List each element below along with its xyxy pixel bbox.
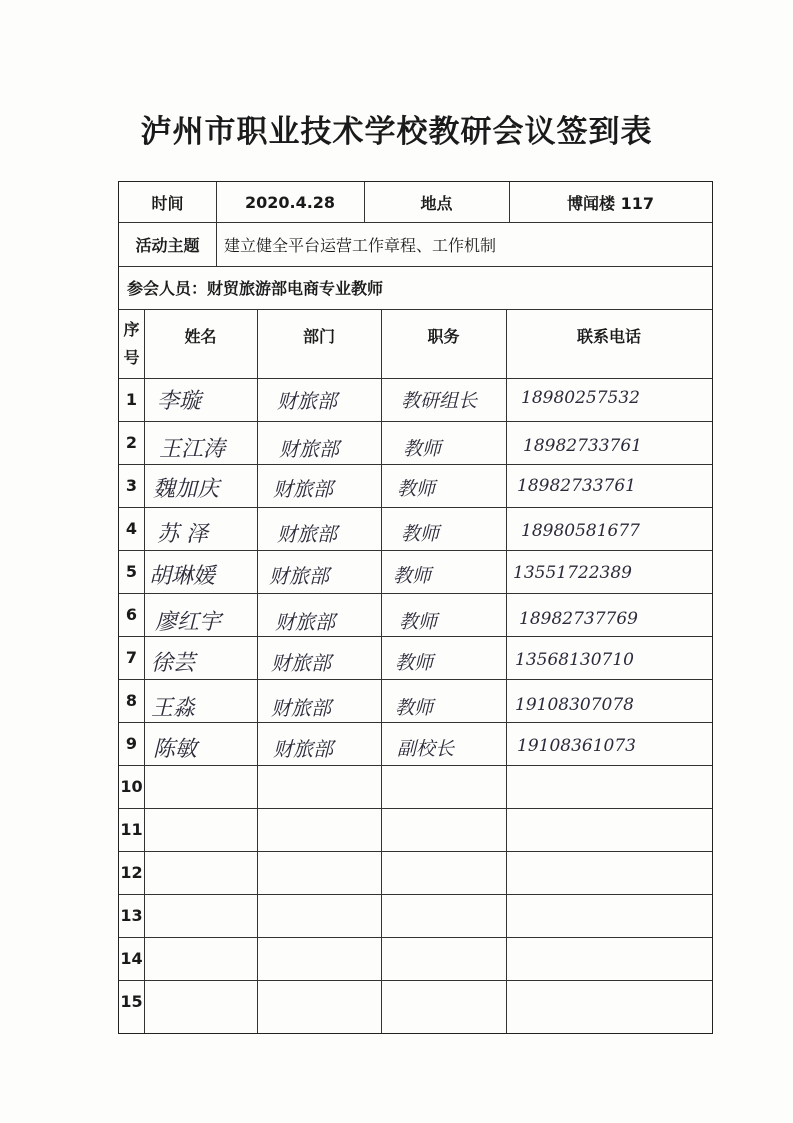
signature-name: 王淼 (151, 696, 196, 721)
row-number: 12 (120, 863, 143, 882)
topic-value: 建立健全平台运营工作章程、工作机制 (224, 235, 497, 255)
row-number: 1 (125, 390, 138, 409)
signature-phone: 18980581677 (521, 521, 640, 541)
signature-dept: 财旅部 (275, 610, 335, 634)
signature-dept: 财旅部 (269, 564, 329, 588)
row-number: 3 (125, 476, 138, 495)
signature-phone: 18982737769 (519, 609, 638, 629)
header-seq-top: 序 (123, 320, 140, 340)
row-number: 4 (125, 519, 138, 538)
place-value: 博闻楼 117 (567, 193, 654, 213)
signature-name: 苏 泽 (157, 522, 208, 547)
place-label: 地点 (420, 193, 453, 213)
signature-dept: 财旅部 (277, 389, 337, 413)
header-seq-bottom: 号 (123, 347, 140, 367)
header-seq (119, 309, 144, 378)
signature-dept: 财旅部 (271, 651, 331, 675)
row-number: 5 (125, 562, 138, 581)
topic-label: 活动主题 (135, 235, 200, 255)
row-number: 6 (125, 605, 138, 624)
signature-phone: 18982733761 (517, 476, 636, 496)
row-number: 14 (120, 949, 143, 968)
row-number: 11 (120, 820, 143, 839)
signature-name: 徐芸 (151, 651, 196, 676)
signature-phone: 19108307078 (515, 695, 634, 715)
row-number: 13 (120, 906, 143, 925)
signature-dept: 财旅部 (273, 737, 333, 761)
header-dept: 部门 (302, 326, 335, 346)
header-role: 职务 (427, 326, 460, 346)
row-number: 2 (125, 433, 138, 452)
row-number: 9 (125, 734, 138, 753)
time-value: 2020.4.28 (244, 192, 336, 212)
signature-name: 胡琳媛 (149, 564, 216, 589)
attendees-line: 参会人员：财贸旅游部电商专业教师 (127, 279, 384, 298)
signature-phone: 13568130710 (515, 650, 634, 670)
signature-dept: 财旅部 (273, 477, 333, 501)
signature-role: 教师 (395, 652, 434, 674)
signature-name: 魏加庆 (153, 477, 220, 502)
row-number: 8 (125, 691, 138, 710)
signature-role: 教师 (393, 565, 432, 587)
row-number: 15 (120, 992, 143, 1011)
signature-role: 教师 (399, 611, 438, 633)
signature-role: 副校长 (397, 738, 455, 760)
header-name: 姓名 (184, 326, 217, 346)
signature-role: 教师 (395, 697, 434, 719)
time-label: 时间 (151, 193, 184, 213)
sign-in-table (118, 181, 713, 1034)
signature-role: 教师 (403, 438, 442, 460)
row-number: 7 (125, 648, 138, 667)
signature-dept: 财旅部 (279, 437, 339, 461)
signature-name: 陈敏 (153, 737, 198, 762)
signature-role: 教研组长 (401, 390, 478, 412)
signature-role: 教师 (401, 523, 440, 545)
row-number: 10 (120, 777, 143, 796)
signature-role: 教师 (397, 478, 436, 500)
signature-phone: 19108361073 (517, 736, 636, 756)
signature-phone: 18980257532 (521, 388, 640, 408)
signature-name: 李璇 (157, 389, 202, 414)
header-phone: 联系电话 (576, 326, 641, 346)
signature-dept: 财旅部 (271, 696, 331, 720)
signature-phone: 18982733761 (523, 436, 642, 456)
signature-name: 廖红宇 (155, 610, 222, 635)
signature-phone: 13551722389 (513, 563, 632, 583)
signature-name: 王江涛 (159, 437, 226, 462)
signature-dept: 财旅部 (277, 522, 337, 546)
page-title: 泸州市职业技术学校教研会议签到表 (140, 114, 653, 150)
